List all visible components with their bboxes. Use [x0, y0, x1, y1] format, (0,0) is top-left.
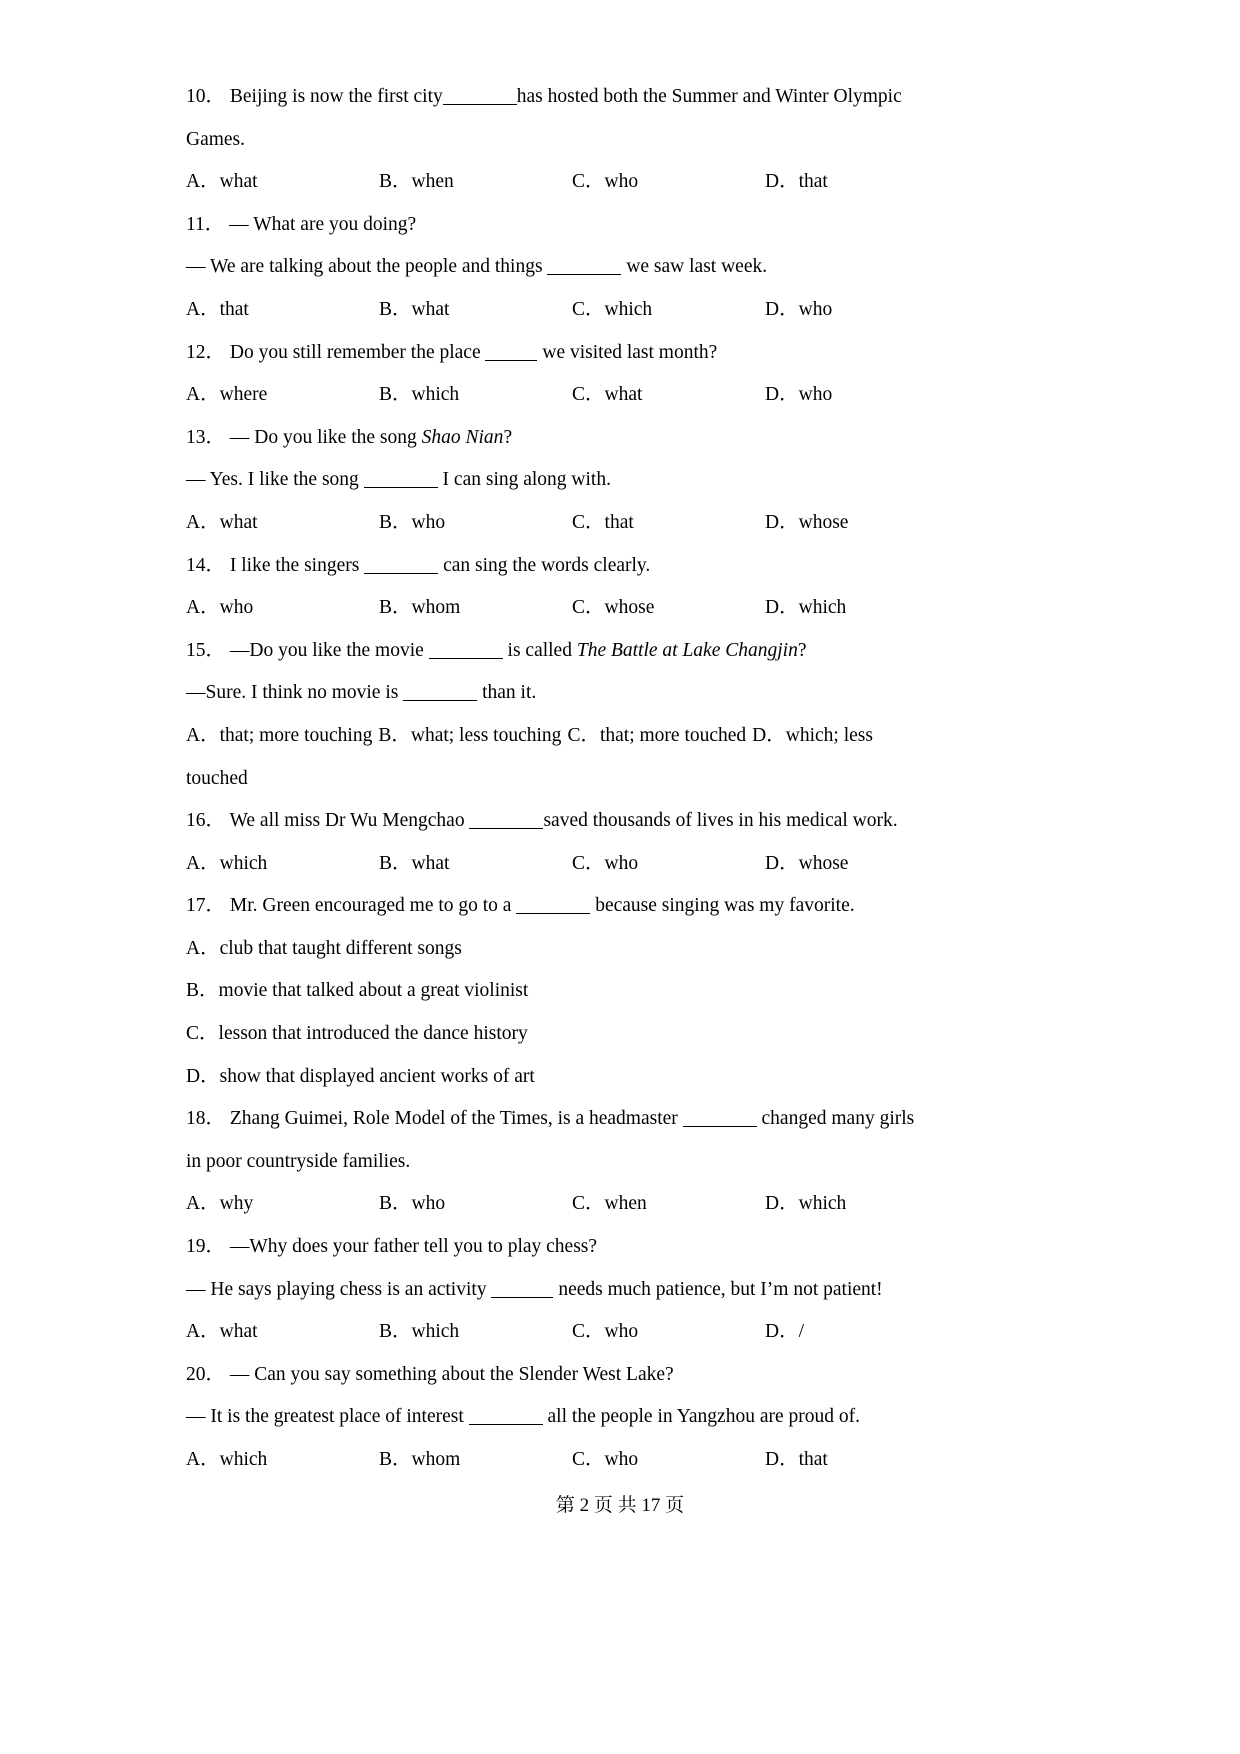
option-18-d-label: which [798, 1193, 847, 1215]
question-20-sep: ． [205, 1363, 226, 1385]
option-11-a[interactable] [186, 289, 379, 332]
option-13-d-label: whose [798, 511, 849, 533]
question-20-line-2 [186, 1396, 926, 1439]
option-10-c-sep: ． [585, 171, 605, 193]
option-15-c[interactable] [567, 725, 746, 746]
question-13-options [186, 502, 926, 545]
option-20-c-sep: ． [585, 1449, 605, 1470]
question-list [186, 76, 926, 1482]
option-20-a[interactable] [186, 1439, 379, 1482]
option-10-d-letter: D [765, 171, 780, 193]
question-19-sep: ． [205, 1236, 226, 1258]
question-19-blank [491, 1283, 553, 1298]
option-16-c-sep: ． [585, 852, 605, 874]
question-13-sep: ． [205, 426, 226, 448]
option-19-c-label: who [604, 1321, 639, 1343]
question-17-sep: ． [205, 895, 226, 917]
question-14-stem-before: I like the singers [229, 554, 360, 576]
question-11-number: 11 [186, 213, 205, 235]
option-20-b-label: whom [411, 1449, 461, 1470]
option-11-c-label: which [604, 298, 653, 320]
question-15-prompt-mid: is called [507, 639, 577, 661]
option-12-a[interactable] [186, 374, 379, 417]
option-15-c-sep: ． [580, 724, 600, 746]
option-19-d[interactable] [765, 1311, 804, 1354]
question-11-reply-after: we saw last week. [626, 256, 768, 278]
option-19-d-sep: ． [779, 1321, 799, 1343]
option-12-a-label: where [219, 384, 268, 406]
question-18-stem-after: changed many girls in poor countryside families. [186, 1108, 915, 1172]
option-13-a-letter: A [186, 511, 201, 533]
question-15-number: 15 [186, 639, 206, 661]
option-17-d[interactable] [186, 1056, 926, 1099]
question-15-reply-before: —Sure. I think no movie is [186, 682, 399, 704]
option-19-c[interactable] [572, 1311, 765, 1354]
question-15-reply-after: than it. [482, 682, 537, 704]
option-10-d[interactable] [765, 161, 828, 204]
option-10-b-letter: B [379, 171, 393, 193]
question-10-stem-before: Beijing is now the first city [229, 86, 443, 107]
question-11-blank [547, 260, 621, 275]
option-20-c-label: who [604, 1449, 639, 1470]
option-11-c-sep: ． [585, 298, 605, 320]
option-18-c-sep: ． [585, 1193, 605, 1215]
option-17-d-sep: ． [200, 1065, 220, 1087]
question-10-number: 10 [186, 86, 206, 107]
question-18-stem-before: Zhang Guimei, Role Model of the Times, is a headmaster [229, 1108, 678, 1130]
question-12-number: 12 [186, 341, 206, 363]
option-19-b-letter: B [379, 1321, 393, 1343]
option-12-c-label: what [604, 384, 643, 406]
option-13-a[interactable] [186, 502, 379, 545]
option-12-b-label: which [411, 384, 460, 406]
page-footer: 第 2 页 共 17 页 [555, 1495, 685, 1516]
option-14-b-label: whom [411, 597, 461, 619]
option-15-a-sep: ． [200, 724, 220, 746]
option-17-a-label: club that taught different songs [219, 937, 462, 959]
option-18-d-letter: D [765, 1193, 780, 1215]
option-18-a-label: why [219, 1193, 254, 1215]
option-16-c-label: who [604, 852, 639, 874]
option-10-c[interactable] [572, 161, 765, 204]
question-13-prompt-before: — Do you like the song [229, 426, 422, 448]
option-18-a-letter: A [186, 1193, 201, 1215]
question-14-blank [364, 559, 438, 574]
question-16-stem-after: saved thousands of lives in his medical work. [543, 810, 898, 832]
option-20-a-label: which [219, 1449, 268, 1470]
option-18-d[interactable] [765, 1183, 846, 1226]
question-16-blank [469, 814, 543, 829]
option-16-d[interactable] [765, 843, 848, 886]
option-13-b-sep: ． [392, 511, 412, 533]
option-11-c-letter: C [572, 298, 586, 320]
option-17-c-sep: ． [199, 1023, 219, 1045]
option-20-c[interactable] [572, 1439, 765, 1482]
option-15-b-sep: ． [391, 724, 411, 746]
question-19-reply-after: needs much patience, but I’m not patient! [558, 1278, 883, 1300]
question-19-number: 19 [186, 1236, 206, 1258]
option-13-c-label: that [604, 511, 634, 533]
option-11-b-label: what [411, 298, 450, 320]
option-12-d[interactable] [765, 374, 832, 417]
option-18-b-letter: B [379, 1193, 393, 1215]
question-16-stem-before: We all miss Dr Wu Mengchao [229, 810, 465, 832]
question-12-stem [186, 332, 926, 375]
question-16-number: 16 [186, 810, 206, 832]
option-19-b-label: which [411, 1321, 460, 1343]
option-11-b[interactable] [379, 289, 572, 332]
option-14-a[interactable] [186, 587, 379, 630]
option-11-a-sep: ． [200, 298, 220, 320]
question-15-sep: ． [205, 639, 226, 661]
option-16-a-label: which [219, 852, 268, 874]
option-10-b[interactable] [379, 161, 572, 204]
question-14-stem [186, 545, 926, 588]
question-17-number: 17 [186, 895, 206, 917]
option-10-c-letter: C [572, 171, 586, 193]
option-13-d-sep: ． [779, 511, 799, 533]
option-16-d-sep: ． [779, 852, 799, 874]
option-12-a-letter: A [186, 384, 201, 406]
option-11-b-letter: B [379, 298, 393, 320]
question-11-prompt: — What are you doing? [229, 213, 417, 235]
option-17-a-sep: ． [200, 937, 220, 959]
option-18-d-sep: ． [779, 1193, 799, 1215]
option-17-b-sep: ． [199, 980, 219, 1002]
question-18-options [186, 1183, 926, 1226]
option-16-c-letter: C [572, 852, 586, 874]
question-19-prompt: —Why does your father tell you to play chess? [229, 1236, 598, 1258]
option-18-b-label: who [411, 1193, 446, 1215]
question-14-stem-after: can sing the words clearly. [443, 554, 651, 576]
option-17-a[interactable] [186, 928, 926, 971]
option-17-a-letter: A [186, 937, 201, 959]
option-13-b-label: who [411, 511, 446, 533]
question-10-stem [186, 76, 926, 161]
option-19-b-sep: ． [392, 1321, 412, 1343]
question-20-reply-before: — It is the greatest place of interest [186, 1406, 464, 1428]
option-13-d-letter: D [765, 511, 780, 533]
question-13-blank [364, 473, 438, 488]
option-13-b-letter: B [379, 511, 393, 533]
option-20-d-sep: ． [779, 1449, 799, 1470]
option-20-c-letter: C [572, 1449, 586, 1470]
option-19-a-letter: A [186, 1321, 201, 1343]
option-16-d-letter: D [765, 852, 780, 874]
option-18-b[interactable] [379, 1183, 572, 1226]
option-18-c[interactable] [572, 1183, 765, 1226]
option-19-d-label: / [798, 1321, 805, 1343]
option-18-c-letter: C [572, 1193, 586, 1215]
option-19-d-letter: D [765, 1321, 780, 1343]
option-13-c[interactable] [572, 502, 765, 545]
option-20-d[interactable] [765, 1439, 828, 1482]
question-15-line-1 [186, 630, 926, 673]
question-16-sep: ． [205, 810, 226, 832]
option-12-d-letter: D [765, 384, 780, 406]
question-16-options [186, 843, 926, 886]
option-15-b[interactable] [378, 725, 561, 746]
question-11-line-2 [186, 246, 926, 289]
option-10-d-label: that [798, 171, 828, 193]
question-18-blank [683, 1112, 757, 1127]
question-20-prompt: — Can you say something about the Slender West Lake? [229, 1363, 674, 1385]
option-19-c-sep: ． [585, 1321, 605, 1343]
question-12-stem-after: we visited last month? [542, 341, 718, 363]
option-20-a-sep: ． [200, 1449, 220, 1470]
option-15-a[interactable] [186, 725, 372, 746]
option-10-a[interactable] [186, 161, 379, 204]
option-17-b[interactable] [186, 970, 926, 1013]
option-14-d-label: which [798, 597, 847, 619]
option-15-b-label: what; less touching [410, 724, 562, 746]
option-14-b[interactable] [379, 587, 572, 630]
option-10-b-label: when [411, 171, 454, 193]
question-15-options [186, 715, 926, 800]
option-17-b-label: movie that talked about a great violinist [218, 980, 529, 1002]
option-12-b[interactable] [379, 374, 572, 417]
option-16-b-letter: B [379, 852, 393, 874]
option-14-c-letter: C [572, 597, 586, 619]
question-19-options [186, 1311, 926, 1354]
option-11-a-label: that [219, 298, 249, 320]
question-20-reply-after: all the people in Yangzhou are proud of. [547, 1406, 860, 1428]
question-15-prompt-before: —Do you like the movie [229, 639, 424, 661]
question-17-stem [186, 885, 926, 928]
question-12-options [186, 374, 926, 417]
option-11-d-label: who [798, 298, 833, 320]
option-14-d[interactable] [765, 587, 846, 630]
question-17-stem-before: Mr. Green encouraged me to go to a [229, 895, 512, 917]
option-17-c[interactable] [186, 1013, 926, 1056]
option-13-c-letter: C [572, 511, 586, 533]
option-14-c-sep: ． [585, 597, 605, 619]
question-16-stem [186, 800, 926, 843]
question-18-number: 18 [186, 1108, 206, 1130]
question-10-stem-after: has hosted both the Summer and Winter Olympic Games. [186, 86, 902, 150]
option-10-a-letter: A [186, 171, 201, 193]
question-20-line-1 [186, 1354, 926, 1397]
question-12-stem-before: Do you still remember the place [229, 341, 481, 363]
option-11-a-letter: A [186, 298, 201, 320]
option-13-a-label: what [219, 511, 258, 533]
option-14-d-sep: ． [779, 597, 799, 619]
option-10-d-sep: ． [779, 171, 799, 193]
option-12-d-sep: ． [779, 384, 799, 406]
option-13-c-sep: ． [585, 511, 605, 533]
option-11-c[interactable] [572, 289, 765, 332]
option-12-c-sep: ． [585, 384, 605, 406]
option-18-a-sep: ． [200, 1193, 220, 1215]
option-18-a[interactable] [186, 1183, 379, 1226]
option-14-c[interactable] [572, 587, 765, 630]
option-16-a[interactable] [186, 843, 379, 886]
option-17-d-label: show that displayed ancient works of art [219, 1065, 535, 1087]
option-10-a-label: what [219, 171, 258, 193]
question-19-reply-before: — He says playing chess is an activity [186, 1278, 487, 1300]
question-18-stem [186, 1098, 926, 1183]
option-12-c[interactable] [572, 374, 765, 417]
option-17-d-letter: D [186, 1065, 201, 1087]
question-12-blank [485, 346, 537, 361]
question-10-options [186, 161, 926, 204]
question-13-line-2 [186, 459, 926, 502]
option-12-c-letter: C [572, 384, 586, 406]
question-13-prompt-after: ? [503, 426, 513, 448]
option-14-b-letter: B [379, 597, 393, 619]
option-16-b-label: what [411, 852, 450, 874]
question-13-reply-before: — Yes. I like the song [186, 469, 359, 491]
option-16-b-sep: ． [392, 852, 412, 874]
question-10-blank [443, 90, 517, 105]
option-14-a-label: who [219, 597, 254, 619]
option-15-d-label: which; less touched [186, 724, 873, 789]
option-16-a-letter: A [186, 852, 201, 874]
option-12-d-label: who [798, 384, 833, 406]
option-13-b[interactable] [379, 502, 572, 545]
option-17-c-letter: C [186, 1023, 200, 1045]
question-14-options [186, 587, 926, 630]
option-11-d-letter: D [765, 298, 780, 320]
option-10-b-sep: ． [392, 171, 412, 193]
option-20-d-label: that [798, 1449, 828, 1470]
question-13-line-1 [186, 417, 926, 460]
option-14-b-sep: ． [392, 597, 412, 619]
option-20-b[interactable] [379, 1439, 572, 1482]
question-20-options [186, 1439, 926, 1482]
option-13-d[interactable] [765, 502, 848, 545]
option-20-a-letter: A [186, 1449, 201, 1470]
question-15-prompt-after: ? [797, 639, 807, 661]
option-14-c-label: whose [604, 597, 655, 619]
option-17-b-letter: B [186, 980, 200, 1002]
question-11-line-1 [186, 204, 926, 247]
option-11-d-sep: ． [779, 298, 799, 320]
option-16-c[interactable] [572, 843, 765, 886]
question-11-sep: ． [204, 213, 225, 235]
question-14-number: 14 [186, 554, 206, 576]
option-15-a-letter: A [186, 724, 201, 746]
option-14-a-letter: A [186, 597, 201, 619]
question-13-number: 13 [186, 426, 206, 448]
option-14-a-sep: ． [200, 597, 220, 619]
option-15-a-label: that; more touching [219, 724, 373, 746]
question-10-sep: ． [205, 86, 226, 107]
option-19-c-letter: C [572, 1321, 586, 1343]
option-16-b[interactable] [379, 843, 572, 886]
question-19-line-1 [186, 1226, 926, 1269]
option-15-d-letter: D [752, 724, 767, 746]
question-11-options [186, 289, 926, 332]
option-19-a-label: what [219, 1321, 258, 1343]
question-17-stem-after: because singing was my favorite. [595, 895, 855, 917]
movie-title: The Battle at Lake Changjin [576, 639, 798, 661]
question-19-line-2 [186, 1269, 926, 1312]
option-12-b-sep: ． [392, 384, 412, 406]
question-15-blank-1 [429, 644, 503, 659]
option-10-a-sep: ． [200, 171, 220, 193]
option-15-d-sep: ． [766, 724, 786, 746]
song-title: Shao Nian [421, 426, 504, 448]
question-15-line-2 [186, 672, 926, 715]
option-14-d-letter: D [765, 597, 780, 619]
question-11-reply-before: — We are talking about the people and things [186, 256, 543, 278]
option-13-a-sep: ． [200, 511, 220, 533]
question-12-sep: ． [205, 341, 226, 363]
option-20-b-letter: B [379, 1449, 393, 1470]
option-15-b-letter: B [378, 724, 392, 746]
question-17-blank [516, 899, 590, 914]
option-19-b[interactable] [379, 1311, 572, 1354]
option-20-b-sep: ． [392, 1449, 412, 1470]
question-18-sep: ． [205, 1108, 226, 1130]
question-15-blank-2 [403, 686, 477, 701]
option-16-d-label: whose [798, 852, 849, 874]
option-19-a[interactable] [186, 1311, 379, 1354]
option-15-c-label: that; more touched [599, 724, 747, 746]
question-13-reply-after: I can sing along with. [442, 469, 611, 491]
option-10-c-label: who [604, 171, 639, 193]
question-20-blank [469, 1410, 543, 1425]
option-19-a-sep: ． [200, 1321, 220, 1343]
option-12-a-sep: ． [200, 384, 220, 406]
option-11-d[interactable] [765, 289, 832, 332]
option-12-b-letter: B [379, 384, 393, 406]
option-18-b-sep: ． [392, 1193, 412, 1215]
option-11-b-sep: ． [392, 298, 412, 320]
question-14-sep: ． [205, 554, 226, 576]
option-20-d-letter: D [765, 1449, 780, 1470]
option-17-c-label: lesson that introduced the dance history [218, 1023, 528, 1045]
option-16-a-sep: ． [200, 852, 220, 874]
option-15-c-letter: C [567, 724, 581, 746]
question-20-number: 20 [186, 1363, 206, 1385]
option-18-c-label: when [604, 1193, 647, 1215]
